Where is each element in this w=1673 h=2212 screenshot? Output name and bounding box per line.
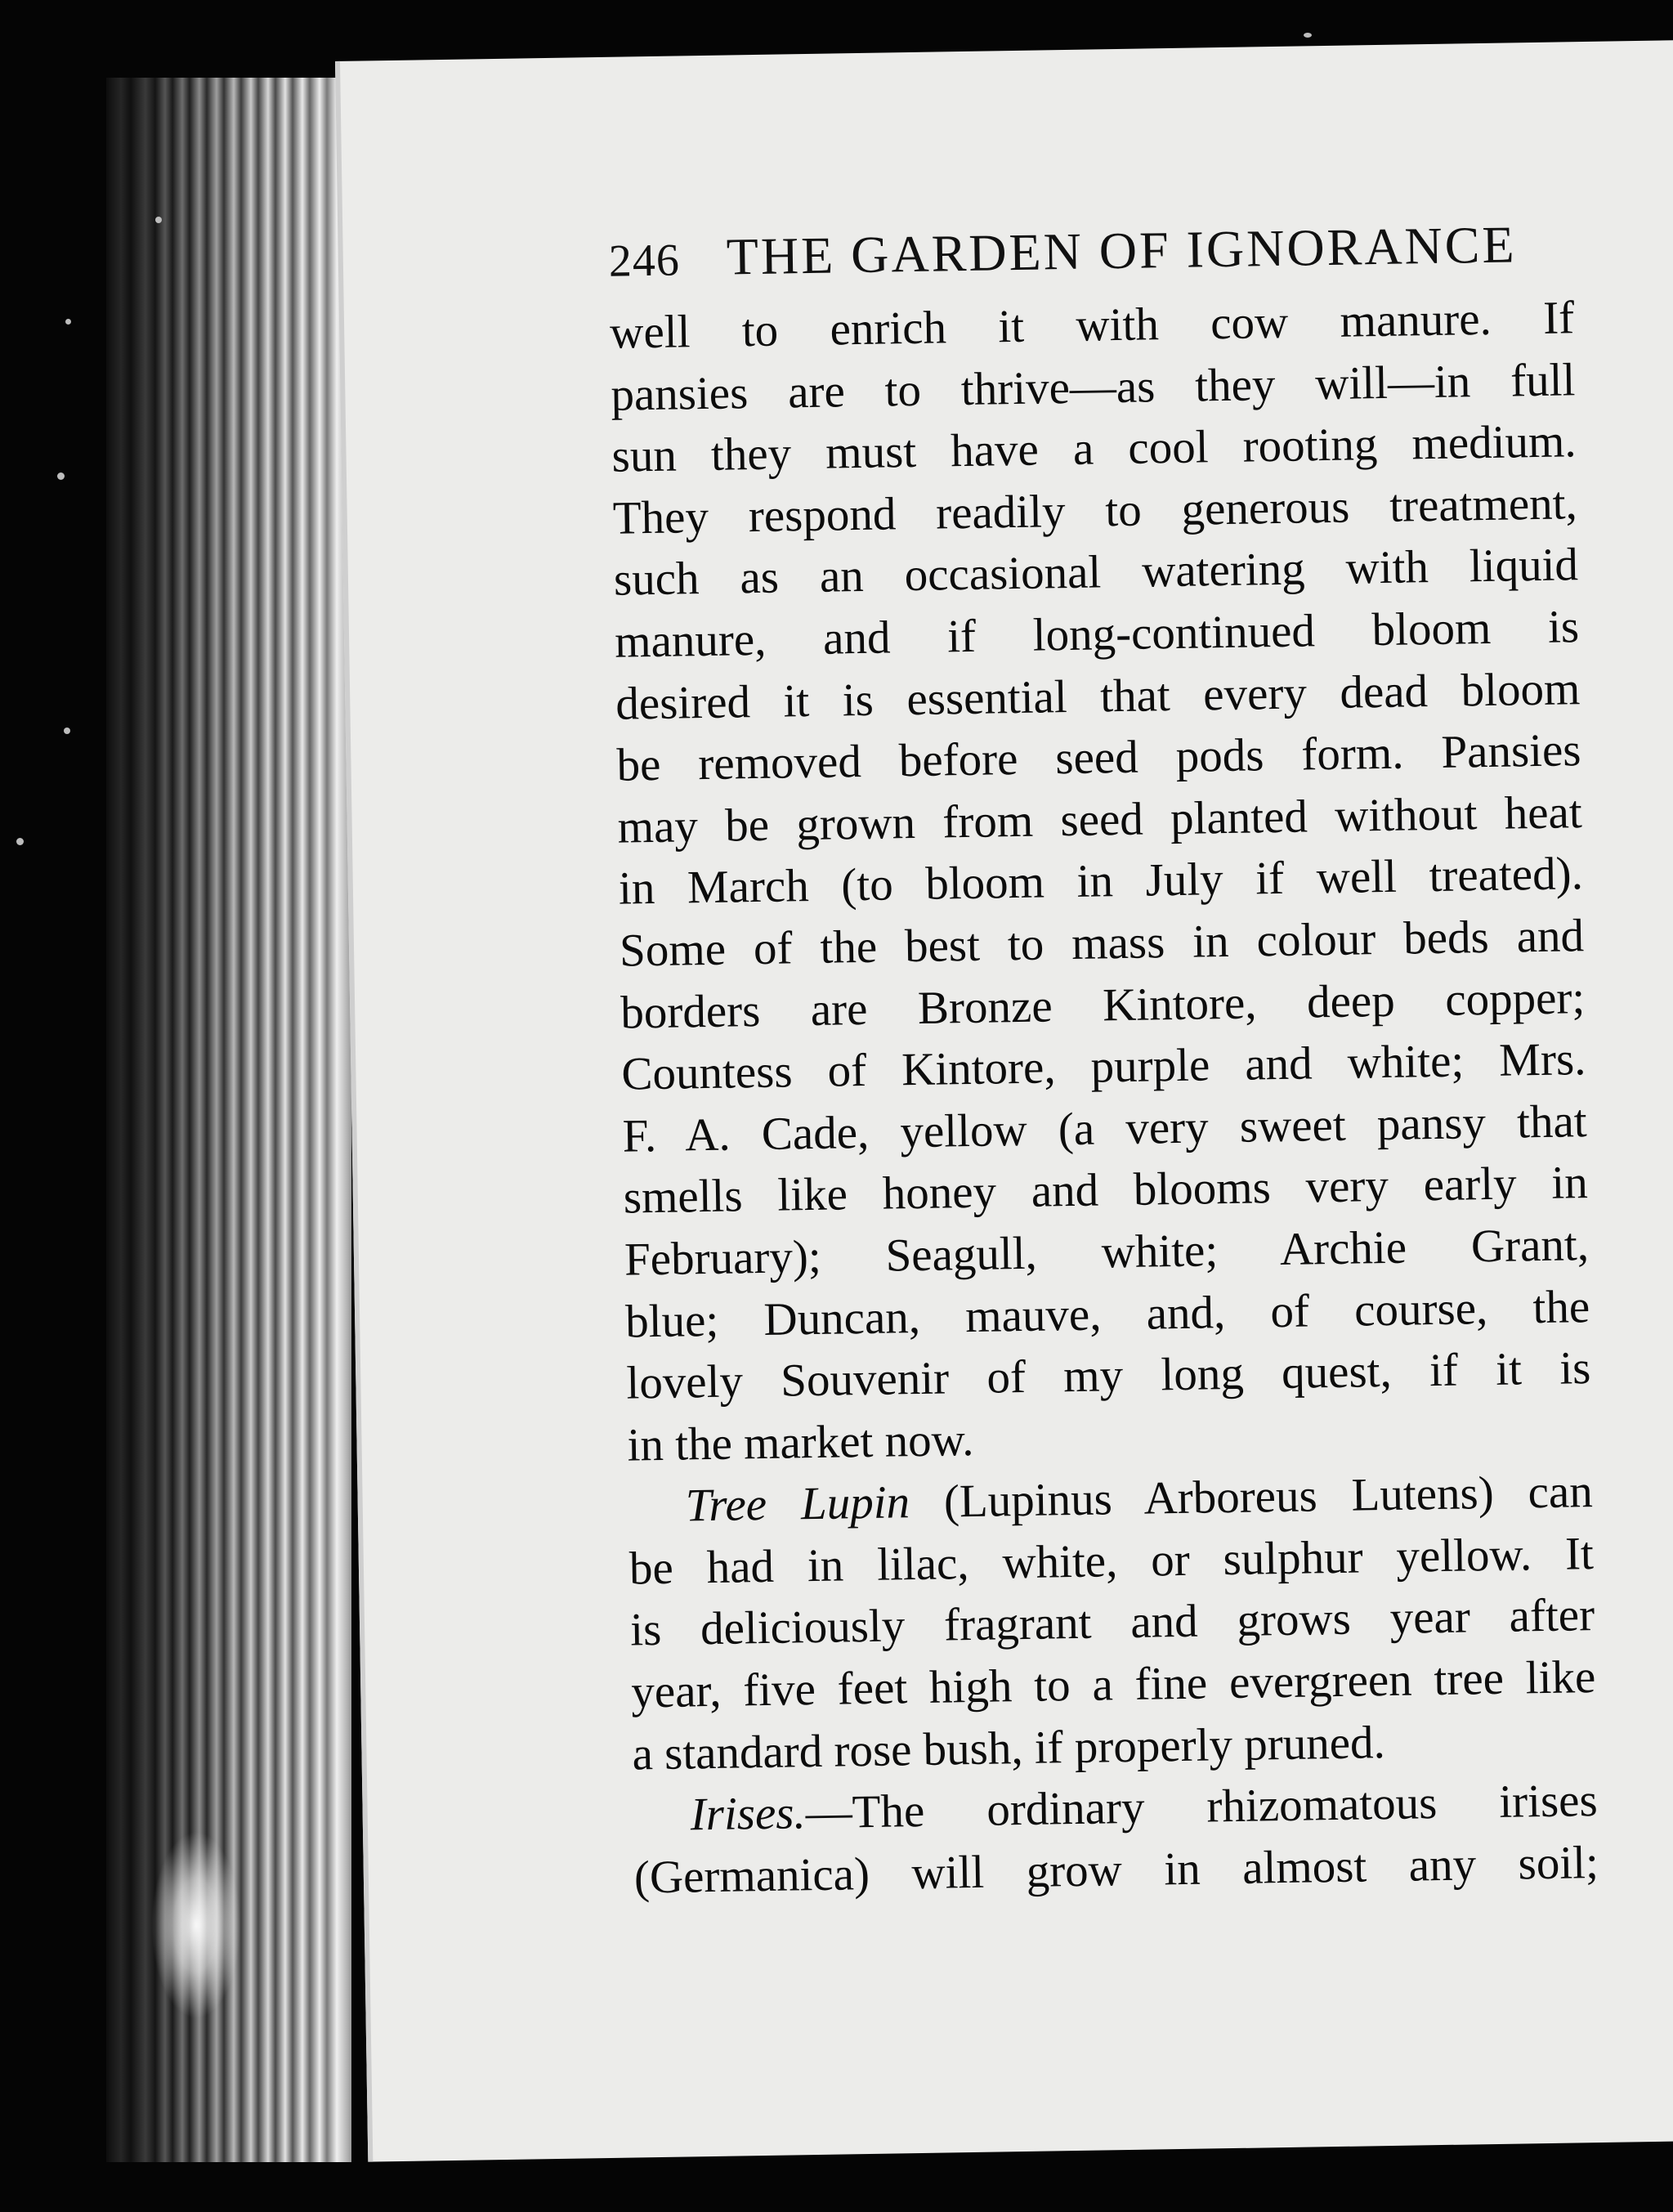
body-text — [610, 287, 1599, 1909]
dust-speck — [65, 319, 71, 325]
irises-heading: Irises. — [690, 1787, 807, 1841]
text-line: may be grown from seed planted without heat — [617, 786, 1583, 853]
text-line-rest: (Lupinus Arboreus Lutens) can — [943, 1466, 1594, 1528]
running-head: THE GARDEN OF IGNORANCE — [726, 215, 1518, 286]
dust-speck — [155, 217, 162, 223]
tree-lupin-heading: Tree Lupin — [685, 1476, 910, 1532]
dust-speck — [57, 472, 65, 480]
text-line: in March (to bloom in July if well treated). — [618, 848, 1584, 916]
text-line: smells like honey and blooms very early in — [623, 1157, 1589, 1224]
text-line: lovely Souvenir of my long quest, if it is — [625, 1342, 1591, 1409]
book-page — [335, 40, 1673, 2161]
text-line: (Germanica) will grow in almost any soil; — [633, 1836, 1599, 1904]
text-line: Countess of Kintore, purple and white; Mrs. — [621, 1033, 1586, 1100]
text-line: in the market now. — [627, 1413, 974, 1471]
text-line-rest: —The ordinary rhizomatous irises — [805, 1775, 1599, 1839]
text-line: such as an occasional watering with liquid — [613, 539, 1579, 607]
text-line: desired it is essential that every dead bloom — [615, 662, 1581, 730]
text-line: borders are Bronze Kintore, deep copper; — [620, 971, 1586, 1039]
text-line: They respond readily to generous treatment, — [612, 477, 1578, 544]
light-glare — [151, 1831, 241, 2019]
page-header — [608, 213, 1631, 289]
text-line: February); Seagull, white; Archie Grant, — [624, 1218, 1590, 1286]
text-line: a standard rose bush, if properly pruned. — [632, 1716, 1386, 1780]
text-line: Some of the best to mass in colour beds and — [619, 910, 1585, 977]
text-line: manure, and if long-continued bloom is — [614, 601, 1580, 668]
text-line: well to enrich it with cow manure. If — [609, 292, 1575, 359]
text-line: sun they must have a cool rooting medium. — [611, 415, 1577, 482]
dust-speck — [64, 728, 70, 734]
dust-speck — [16, 838, 24, 845]
text-line: be removed before seed pods form. Pansies — [616, 724, 1581, 791]
page-number: 246 — [608, 235, 681, 287]
text-line: is deliciously fragrant and grows year after — [629, 1589, 1595, 1657]
text-line: F. A. Cade, yellow (a very sweet pansy that — [622, 1095, 1588, 1162]
dust-speck — [1304, 33, 1312, 38]
book-page-edges — [106, 78, 351, 2162]
text-line: pansies are to thrive—as they will—in full — [610, 353, 1576, 421]
text-line: blue; Duncan, mauve, and, of course, the — [624, 1280, 1590, 1348]
text-line: year, five feet high to a fine evergreen tree like — [630, 1651, 1596, 1718]
text-line: be had in lilac, white, or sulphur yellow. It — [628, 1527, 1595, 1595]
